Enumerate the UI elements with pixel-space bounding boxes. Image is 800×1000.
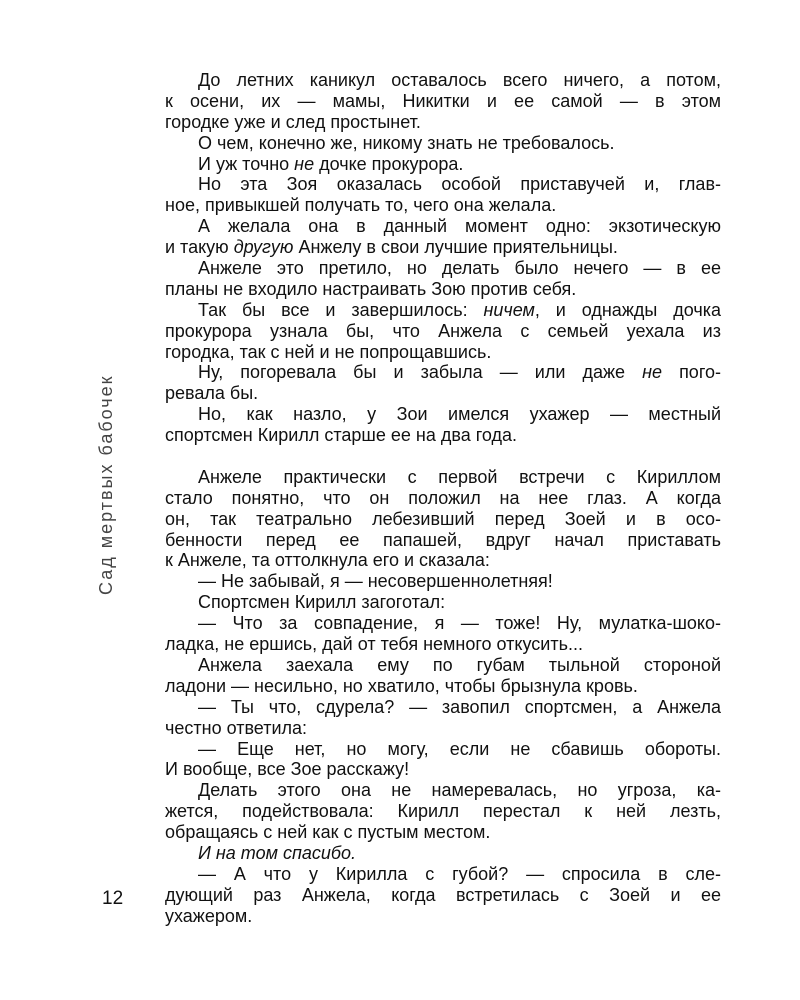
text-line (165, 362, 721, 383)
text-run: Анжелу в свои лучшие приятельницы. (293, 237, 618, 258)
text-run: жется, подействовала: Кирилл перестал к ней лезть, (165, 801, 721, 822)
text-run: пого- (662, 362, 721, 383)
text-line (165, 509, 721, 530)
text-line (165, 467, 721, 488)
text-run: — Ты что, сдурела? — завопил спортсмен, а Анжела (198, 696, 721, 717)
text-run: планы не входило настраивать Зою против себя. (165, 278, 577, 299)
text-run: к осени, их — мамы, Никитки и ее самой — в этом (165, 90, 721, 111)
text-line (165, 404, 721, 425)
text-line (165, 300, 721, 321)
text-run: Так бы все и завершилось: (198, 299, 484, 320)
italic-text: другую (233, 237, 294, 258)
text-line (165, 613, 721, 634)
text-run: ревала бы. (165, 383, 259, 404)
text-line (165, 237, 721, 258)
text-line (165, 550, 721, 571)
text-run: Анжеле практически с первой встречи с Кириллом (198, 466, 721, 487)
text-line (165, 488, 721, 509)
text-run: Но, как назло, у Зои имелся ухажер — местный (198, 404, 721, 425)
text-run: обращаясь с ней как с пустым местом. (165, 822, 491, 843)
text-run: — А что у Кирилла с губой? — спросила в сле- (198, 863, 721, 884)
text-line (165, 195, 721, 216)
text-line (165, 571, 721, 592)
text-line (165, 676, 721, 697)
text-run: О чем, конечно же, никому знать не требовалось. (198, 132, 615, 153)
text-run: бенности перед ее папашей, вдруг начал приставать (165, 529, 721, 550)
text-run: дующий раз Анжела, когда встретилась с Зоей и ее (165, 884, 721, 905)
text-line (165, 279, 721, 300)
text-run: честно ответила: (165, 717, 308, 738)
italic-text: ничем (483, 299, 535, 320)
text-run: спортсмен Кирилл старше ее на два года. (165, 425, 518, 446)
text-line (165, 216, 721, 237)
text-line (165, 321, 721, 342)
text-run: Делать этого она не намеревалась, но угроза, ка- (198, 780, 721, 801)
text-line (165, 780, 721, 801)
text-run: к Анжеле, та оттолкнула его и сказала: (165, 550, 490, 571)
text-run: — Еще нет, но могу, если не сбавишь обороты. (198, 738, 721, 759)
text-run: Спортсмен Кирилл загоготал: (198, 592, 446, 613)
text-line (165, 383, 721, 404)
italic-text: не (294, 153, 315, 174)
text-line (165, 70, 721, 91)
section-break (165, 446, 721, 467)
text-run: Ну, погоревала бы и забыла — или даже (198, 362, 643, 383)
text-run: Анжела заехала ему по губам тыльной стороной (198, 654, 721, 675)
page-number: 12 (102, 888, 124, 909)
text-line (165, 425, 721, 446)
text-run: Но эта Зоя оказалась особой приставучей и, глав- (198, 174, 721, 195)
text-line (165, 655, 721, 676)
text-run: городке уже и след простынет. (165, 111, 421, 132)
text-run: он, так театрально лебезивший перед Зоей и в осо- (165, 508, 721, 529)
text-line (165, 843, 721, 864)
text-line (165, 864, 721, 885)
text-run: ное, привыкшей получать то, чего она желала. (165, 195, 557, 216)
text-run: ладка, не ершись, дай от тебя немного откусить... (165, 634, 583, 655)
text-line (165, 801, 721, 822)
running-head-book-title: Сад мертвых бабочек (96, 374, 116, 595)
text-line (165, 739, 721, 760)
text-run: — Что за совпадение, я — тоже! Ну, мулатка-шоко- (198, 613, 721, 634)
text-line (165, 174, 721, 195)
text-line (165, 91, 721, 112)
text-line (165, 718, 721, 739)
text-run: И вообще, все Зое расскажу! (165, 759, 410, 780)
text-run: — Не забывай, я — несовершеннолетняя! (198, 571, 553, 592)
text-line (165, 592, 721, 613)
text-line (165, 759, 721, 780)
text-line (165, 697, 721, 718)
italic-text: не (642, 362, 662, 383)
text-run: стало понятно, что он положил на нее глаз. А когда (165, 487, 721, 508)
text-line (165, 112, 721, 133)
text-line (165, 822, 721, 843)
text-line (165, 530, 721, 551)
text-line (165, 258, 721, 279)
text-run: Анжеле это претило, но делать было нечего — в ее (198, 258, 721, 279)
text-line (165, 154, 721, 175)
text-line (165, 342, 721, 363)
text-run: А желала она в данный момент одно: экзотическую (198, 216, 721, 237)
text-run: И уж точно (198, 153, 295, 174)
text-run: ухажером. (165, 905, 253, 926)
text-run: дочке прокурора. (314, 153, 464, 174)
italic-text: И на том спасибо. (198, 842, 357, 863)
text-line (165, 634, 721, 655)
text-run: ладони — несильно, но хватило, чтобы брызнула кровь. (165, 675, 638, 696)
text-line (165, 133, 721, 154)
text-run: , и однажды дочка (534, 299, 721, 320)
text-run: До летних каникул оставалось всего ничего, а потом, (198, 70, 721, 90)
body-text (165, 70, 721, 927)
text-line (165, 906, 721, 927)
text-run: прокурора узнала бы, что Анжела с семьей уехала из (165, 320, 721, 341)
text-line (165, 885, 721, 906)
text-run: городка, так с ней и не попрощавшись. (165, 341, 492, 362)
text-run: и такую (165, 237, 234, 258)
